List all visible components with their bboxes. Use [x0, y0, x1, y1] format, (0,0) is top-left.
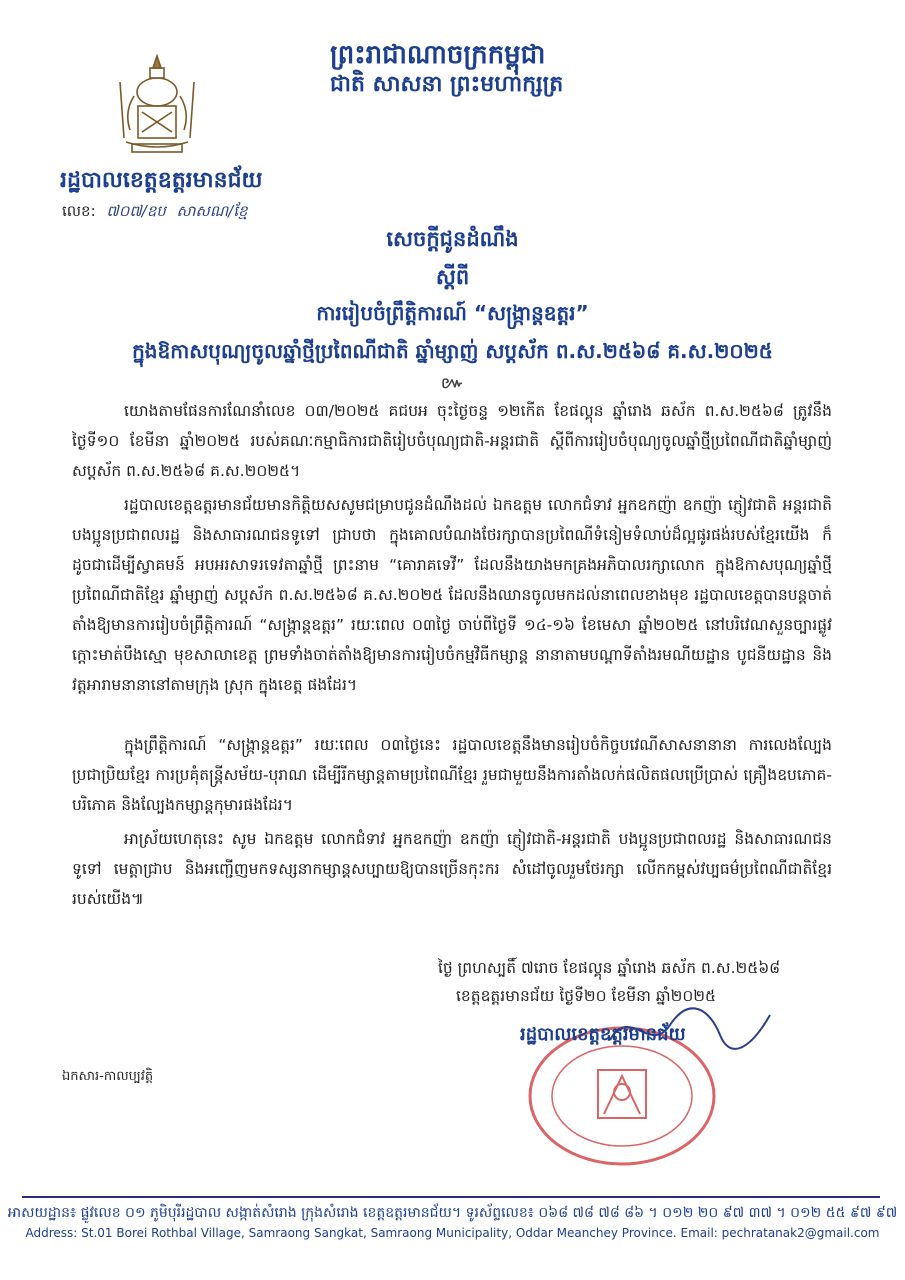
footer-address-khmer: អាសយដ្ឋាន៖ ផ្លូវលេខ ០១ ភូមិបុរីរដ្ឋបាល សង្កាត់សំរោង ក្រុងសំរោង ខេត្តឧត្តរមានជ័យ។ ទូរស័ព្ទលេខ៖ ០៦៨ ៧៨ ៧៨ ៨៦ ។ ០១២ ២០ ៩៧ ៣៧ ។ ០១២ ៥៥ ៩៧ ៩៧ [7, 1205, 898, 1221]
notice-title: សេចក្តីជូនដំណឹង [386, 227, 519, 251]
footer-divider [22, 1196, 880, 1198]
ref-extra: សាសណ/ខ្មែ [176, 202, 248, 220]
paragraph-2: រដ្ឋបាលខេត្តឧត្តរមានជ័យមានកិត្តិយសសូមជម្រាបជូនដំណឹងដល់ ឯកឧត្តម លោកជំទាវ អ្នកឧកញ៉ា ឧកញ៉ា ភ្ញៀវជាតិ អន្តរជាតិ បងប្អូនប្រជាពលរដ្ឋ និងសាធារណជនទូទៅ ជ្រាបថា ក្នុងគោលបំណងថែរក្សាបានប្រពៃណីទំនៀមទំលាប់ដ៏ល្អផូរផង់របស់ខ្មែរយើង ក៏ដូចជាដើម្បីស្វាគមន៍ អបអរសាទរទេវតាឆ្នាំថ្មី ព្រះនាម “គោរាគទេវី” ដែលនឹងយាងមកគ្រងអភិបាលរក្សាលោក ក្នុងឱកាសបុណ្យឆ្នាំថ្មីប្រពៃណីជាតិខ្មែរ ឆ្នាំម្សាញ់ សប្តស័ក ព.ស.២៥៦៨ គ.ស.២០២៥ ដែលនឹងឈានចូលមកដល់នាពេលខាងមុខ រដ្ឋបាលខេត្តបានបន្តចាត់តាំងឱ្យមានការរៀបចំព្រឹត្តិការណ៍ “សង្ក្រាន្តឧត្តរ” រយៈពេល ០៣ថ្ងៃ ចាប់ពីថ្ងៃទី ១៤-១៦ ខែមេសា ឆ្នាំ២០២៥ នៅបរិវេណសួនច្បារផ្លូវក្តោះមាត់បឹងស្មោ មុខសាលាខេត្ត ព្រមទាំងចាត់តាំងឱ្យមានការរៀបចំកម្មវិធីកម្សាន្ត នានាតាមបណ្តាទីតាំងរមណីយដ្ឋាន បូជនីយដ្ឋាន និងវត្តអារាមនានានៅតាមក្រុង ស្រុក ក្នុងខេត្ត ផងដែរ។ [72, 496, 832, 694]
paragraph-4: អាស្រ័យហេតុនេះ សូម ឯកឧត្តម លោកជំទាវ អ្នកឧកញ៉ា ឧកញ៉ា ភ្ញៀវជាតិ-អន្តរជាតិ បងប្អូនប្រជាពលរដ្ឋ និងសាធារណជនទូទៅ មេត្តាជ្រាប និងអញ្ជើញមកទស្សនាកម្សាន្តសប្បាយឱ្យបានច្រើនកុះករ សំដៅចូលរួមថែរក្សា លើកកម្ពស់វប្បធម៌ប្រពៃណីជាតិខ្មែររបស់យើង៕ [72, 830, 832, 908]
copy-recipient-note: ឯកសារ-កាលប្បវត្តិ [62, 1069, 154, 1084]
ornament-divider: ៚ [441, 373, 464, 392]
paragraph-3: ក្នុងព្រឹត្តិការណ៍ “សង្ក្រាន្តឧត្តរ” រយៈពេល ០៣ថ្ងៃនេះ រដ្ឋបាលខេត្តនឹងមានរៀបចំកិច្ចបវេណីសាសនានានា ការលេងល្បែងប្រជាប្រិយខ្មែរ ការប្រគុំតន្ត្រីសម័យ-បុរាណ ដើម្បីរីកម្សាន្តតាមប្រពៃណីខ្មែរ រួមជាមួយនឹងការតាំងលក់ផលិតផលប្រើប្រាស់ គ្រឿងឧបភោគ-បរិភោគ និងល្បែងកម្សាន្តកុមារផងដែរ។ [72, 736, 832, 814]
solar-date: ខេត្តឧត្តរមានជ័យ ថ្ងៃទី២០ ខែមីនា ឆ្នាំ២០២៥ [456, 987, 716, 1005]
ref-value: ៧០៧/ឧប [106, 202, 166, 220]
signer-authority: រដ្ឋបាលខេត្តឧត្តរមានជ័យ [520, 1024, 686, 1045]
footer-address-english: Address: St.01 Borei Rothbal Village, Samraong Sangkat, Samraong Municipality, Oddar Meanchey Province. Email: pechratanak2@gmail.com [25, 1226, 880, 1240]
notice-subject-label: ស្តីពី [435, 265, 470, 289]
issuing-authority: រដ្ឋបាលខេត្តឧត្តរមានជ័យ [60, 168, 263, 193]
ref-label: លេខ: [62, 202, 96, 220]
kingdom-title: ព្រះរាជាណាចក្រកម្ពុជា [330, 40, 546, 70]
reference-number [62, 202, 248, 224]
paragraph-1: យោងតាមផែនការណែនាំលេខ ០៣/២០២៥ គជបអ ចុះថ្ងៃចន្ទ ១២កើត ខែផល្គុន ឆ្នាំរោង ឆស័ក ព.ស.២៥៦៨ ត្រូវនឹងថ្ងៃទី១០ ខែមីនា ឆ្នាំ២០២៥ របស់គណៈកម្មាធិការជាតិរៀបចំបុណ្យជាតិ-អន្តរជាតិ ស្តីពីការរៀបចំបុណ្យចូលឆ្នាំថ្មីប្រពៃណីជាតិឆ្នាំម្សាញ់ សប្តស័ក ព.ស.២៥៦៨ គ.ស.២០២៥។ [72, 402, 832, 480]
royal-arms-emblem-icon [112, 52, 202, 162]
notice-occasion: ក្នុងឱកាសបុណ្យចូលឆ្នាំថ្មីប្រពៃណីជាតិ ឆ្នាំម្សាញ់ សប្តស័ក ព.ស.២៥៦៨ គ.ស.២០២៥ [132, 339, 773, 363]
notice-subject: ការរៀបចំព្រឹត្តិការណ៍ “សង្ក្រាន្តឧត្តរ” [316, 301, 589, 325]
kingdom-motto: ជាតិ សាសនា ព្រះមហាក្សត្រ [330, 72, 564, 97]
lunar-date: ថ្ងៃ ព្រហស្បតិ៍ ៧រោច ខែផល្គុន ឆ្នាំរោង ឆស័ក ព.ស.២៥៦៨ [438, 959, 781, 977]
